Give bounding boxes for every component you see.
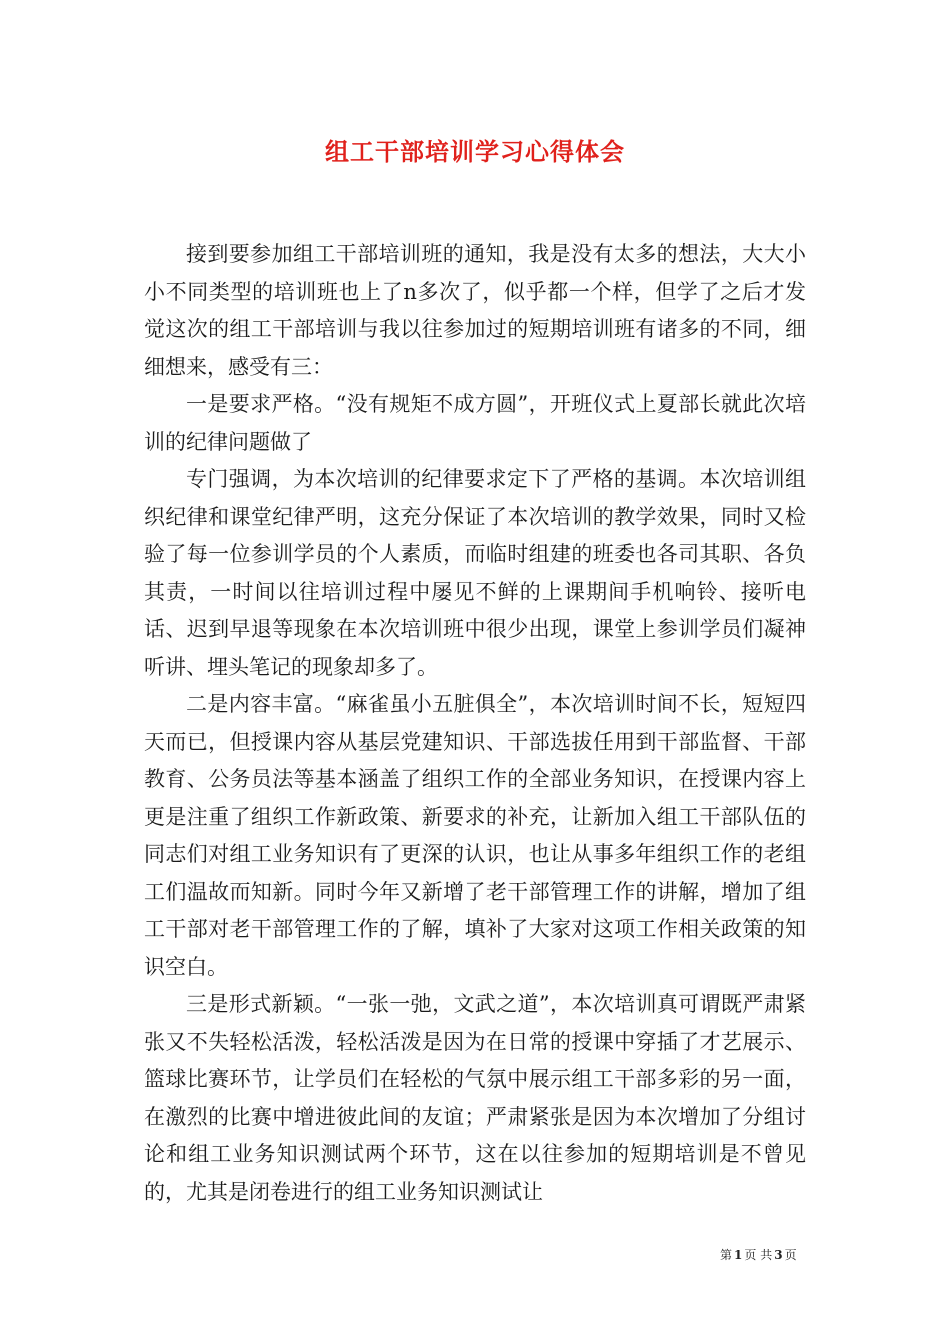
footer-suffix: 页: [784, 1248, 797, 1262]
footer-prefix: 第: [720, 1248, 733, 1262]
footer-middle: 页 共: [744, 1248, 773, 1262]
document-title: 组工干部培训学习心得体会: [325, 137, 625, 166]
document-body: [144, 236, 806, 1211]
footer-current-page: 1: [734, 1248, 743, 1262]
page-number-footer: [720, 1246, 797, 1263]
paragraph-point-one: 一是要求严格。“没有规矩不成方圆”，开班仪式上夏部长就此次培训的纪律问题做了: [144, 392, 806, 454]
paragraph-point-three: 三是形式新颖。“一张一弛，文武之道”，本次培训真可谓既严肃紧张又不失轻松活泼，轻松活泼是因为在日常的授课中穿插了才艺展示、篮球比赛环节，让学员们在轻松的气氛中展示组工干部多彩的另一面，在激烈的比赛中增进彼此间的友谊；严肃紧张是因为本次增加了分组讨论和组工业务知识测试两个环节，这在以往参加的短期培训是不曾见的，尤其是闭卷进行的组工业务知识测试让: [144, 992, 806, 1204]
footer-total-pages: 3: [774, 1248, 783, 1262]
paragraph-intro: 接到要参加组工干部培训班的通知，我是没有太多的想法，大大小小不同类型的培训班也上了n多次了，似乎都一个样，但学了之后才发觉这次的组工干部培训与我以往参加过的短期培训班有诸多的不同，细细想来，感受有三：: [144, 242, 806, 379]
paragraph-point-one-detail: 专门强调，为本次培训的纪律要求定下了严格的基调。本次培训组织纪律和课堂纪律严明，这充分保证了本次培训的教学效果，同时又检验了每一位参训学员的个人素质，而临时组建的班委也各司其职、各负其责，一时间以往培训过程中屡见不鲜的上课期间手机响铃、接听电话、迟到早退等现象在本次培训班中很少出现，课堂上参训学员们凝神听讲、埋头笔记的现象却多了。: [144, 467, 806, 679]
paragraph-point-two: 二是内容丰富。“麻雀虽小五脏俱全”，本次培训时间不长，短短四天而已，但授课内容从基层党建知识、干部选拔任用到干部监督、干部教育、公务员法等基本涵盖了组织工作的全部业务知识，在授课内容上更是注重了组织工作新政策、新要求的补充，让新加入组工干部队伍的同志们对组工业务知识有了更深的认识，也让从事多年组织工作的老组工们温故而知新。同时今年又新增了老干部管理工作的讲解，增加了组工干部对老干部管理工作的了解，填补了大家对这项工作相关政策的知识空白。: [144, 692, 806, 979]
